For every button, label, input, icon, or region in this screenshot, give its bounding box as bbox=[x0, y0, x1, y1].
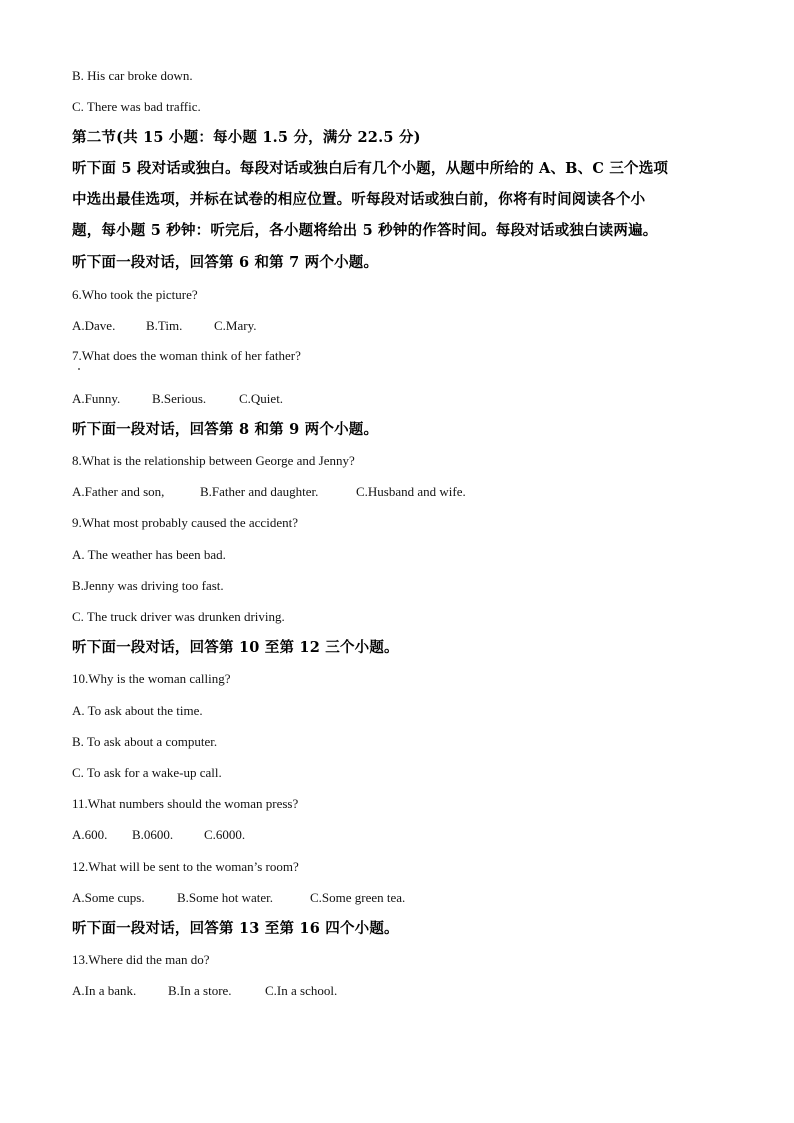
group-heading: 听下面一段对话，回答第 10 至第 12 三个小题。 bbox=[72, 639, 399, 656]
option-a: A.Father and son, bbox=[72, 484, 165, 499]
option-a: A.In a bank. bbox=[72, 983, 137, 998]
options-row bbox=[72, 318, 257, 334]
option-a: A.Some cups. bbox=[72, 890, 145, 905]
option-c: C.6000. bbox=[204, 827, 246, 842]
option-line: C. To ask for a wake-up call. bbox=[72, 765, 222, 780]
option-b: B.Father and daughter. bbox=[200, 484, 319, 499]
option-b: B.0600. bbox=[132, 827, 174, 842]
option-line: B. To ask about a computer. bbox=[72, 734, 218, 749]
option-b: B.Some hot water. bbox=[177, 890, 274, 905]
option-b: B.Tim. bbox=[146, 318, 183, 333]
option-c: C.In a school. bbox=[265, 983, 338, 998]
group-heading: 听下面一段对话，回答第 13 至第 16 四个小题。 bbox=[72, 920, 399, 937]
instruction-line: 中选出最佳选项，并标在试卷的相应位置。听每段对话或独白前，你将有时间阅读各个小 bbox=[72, 191, 646, 208]
group-heading: 听下面一段对话，回答第 8 和第 9 两个小题。 bbox=[72, 421, 379, 438]
question-text: 13.Where did the man do? bbox=[72, 952, 210, 967]
option-c: C.Quiet. bbox=[239, 391, 284, 406]
option-line: A. To ask about the time. bbox=[72, 703, 203, 718]
question-text: 8.What is the relationship between George and Jenny? bbox=[72, 453, 355, 468]
section-heading: 第二节(共 15 小题：每小题 1.5 分，满分 22.5 分) bbox=[72, 129, 421, 146]
instruction-line: 听下面 5 段对话或独白。每段对话或独白后有几个小题，从题中所给的 A、B、C 三个选项 bbox=[72, 160, 669, 177]
group-heading: 听下面一段对话，回答第 6 和第 7 两个小题。 bbox=[72, 254, 379, 271]
options-row bbox=[72, 983, 337, 999]
question-text: 10.Why is the woman calling? bbox=[72, 671, 231, 686]
option-line: C. The truck driver was drunken driving. bbox=[72, 609, 285, 624]
options-row bbox=[72, 391, 283, 407]
options-row bbox=[72, 484, 466, 500]
question-text: 7.What does the woman think of her father? bbox=[72, 348, 301, 363]
option-line: B. His car broke down. bbox=[72, 68, 193, 83]
option-a: A.Funny. bbox=[72, 391, 121, 406]
option-a: A.600. bbox=[72, 827, 108, 842]
question-text: 6.Who took the picture? bbox=[72, 287, 198, 302]
question-text: 11.What numbers should the woman press? bbox=[72, 796, 299, 811]
option-line: A. The weather has been bad. bbox=[72, 547, 226, 562]
option-c: C.Husband and wife. bbox=[356, 484, 466, 499]
options-row bbox=[72, 890, 405, 906]
option-b: B.In a store. bbox=[168, 983, 232, 998]
option-line: B.Jenny was driving too fast. bbox=[72, 578, 224, 593]
option-line: C. There was bad traffic. bbox=[72, 99, 201, 114]
question-text: 9.What most probably caused the accident? bbox=[72, 515, 298, 530]
stray-dot bbox=[78, 368, 80, 370]
instruction-line: 题，每小题 5 秒钟：听完后，各小题将给出 5 秒钟的作答时间。每段对话或独白读两遍。 bbox=[72, 222, 658, 239]
options-row bbox=[72, 827, 245, 843]
question-text: 12.What will be sent to the woman’s room? bbox=[72, 859, 299, 874]
option-c: C.Some green tea. bbox=[310, 890, 406, 905]
option-a: A.Dave. bbox=[72, 318, 116, 333]
option-b: B.Serious. bbox=[152, 391, 207, 406]
option-c: C.Mary. bbox=[214, 318, 257, 333]
